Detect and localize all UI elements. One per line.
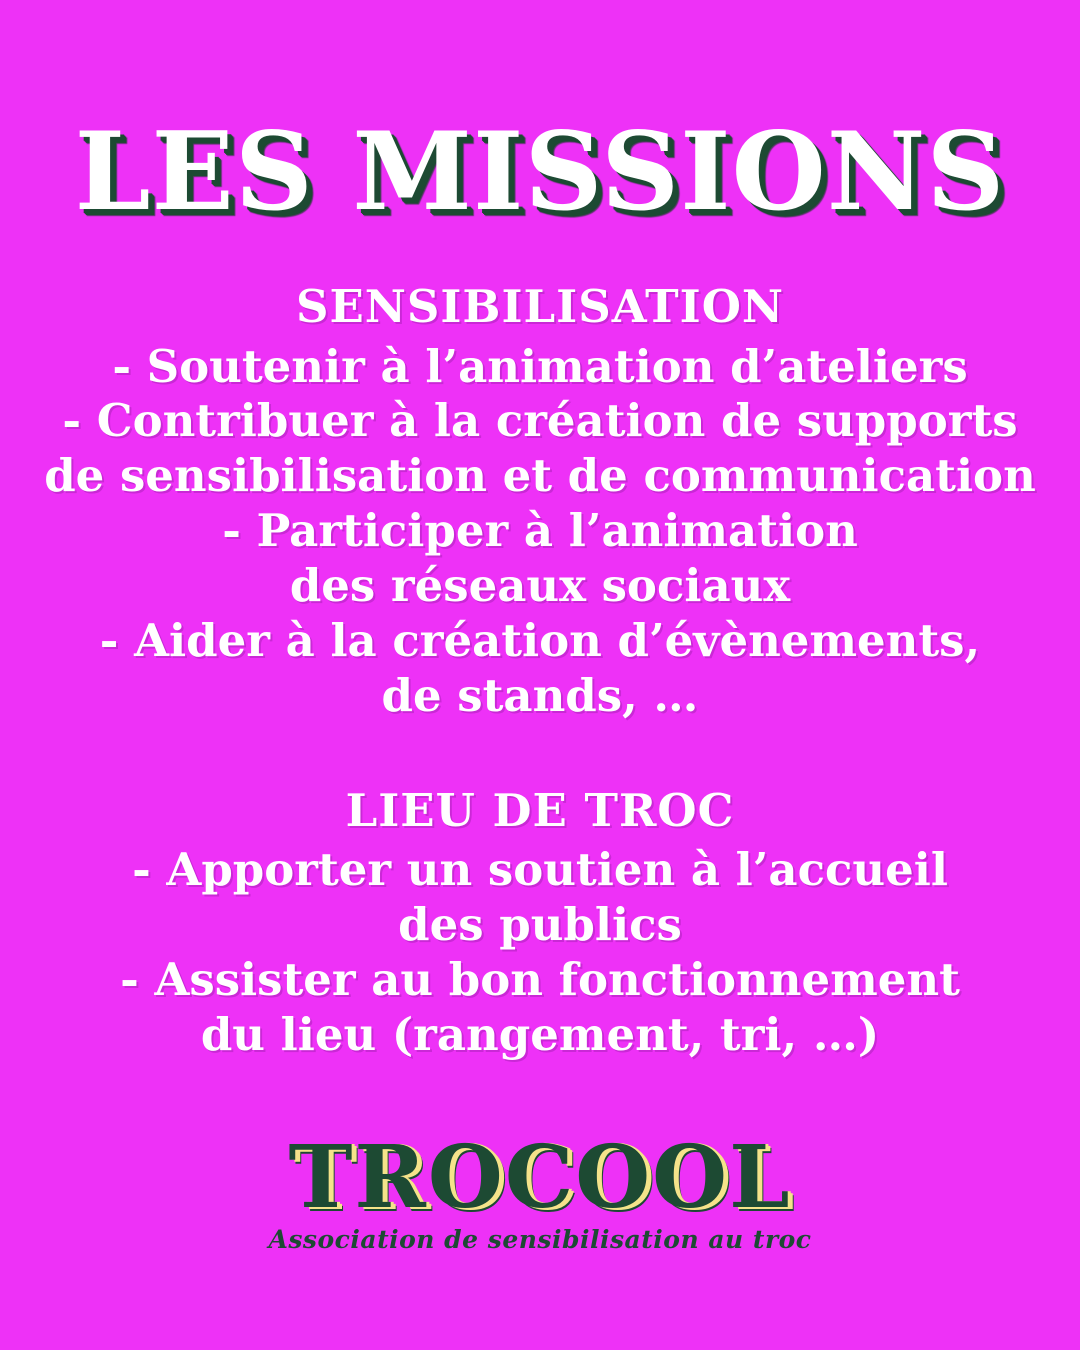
list-item: des réseaux sociaux: [289, 559, 791, 613]
section-sensibilisation: [0, 282, 1080, 724]
list-item: des publics: [398, 898, 682, 952]
list-item: - Soutenir à l’animation d’ateliers: [112, 339, 968, 393]
missions-sections: [0, 282, 1080, 1063]
page-title: LES MISSIONS: [74, 109, 1006, 235]
section-lieu-de-troc: [0, 783, 1080, 1063]
logo-wordmark: TROCOOL: [288, 1127, 792, 1228]
list-item: - Assister au bon fonctionnement: [120, 953, 960, 1007]
logo-tagline: Association de sensibilisation au troc: [268, 1225, 812, 1254]
list-item: - Aider à la création d’évènements,: [99, 613, 981, 667]
list-item: - Contribuer à la création de supports: [62, 394, 1018, 448]
list-item: du lieu (rangement, tri, …): [200, 1007, 880, 1061]
list-item: de stands, …: [381, 668, 699, 722]
list-item: de sensibilisation et de communication: [44, 449, 1036, 503]
list-item: - Participer à l’animation: [222, 504, 858, 558]
logo: [0, 1127, 1080, 1254]
section-heading: LIEU DE TROC: [345, 783, 735, 837]
list-item: - Apporter un soutien à l’accueil: [132, 843, 948, 897]
section-heading: SENSIBILISATION: [295, 280, 785, 333]
